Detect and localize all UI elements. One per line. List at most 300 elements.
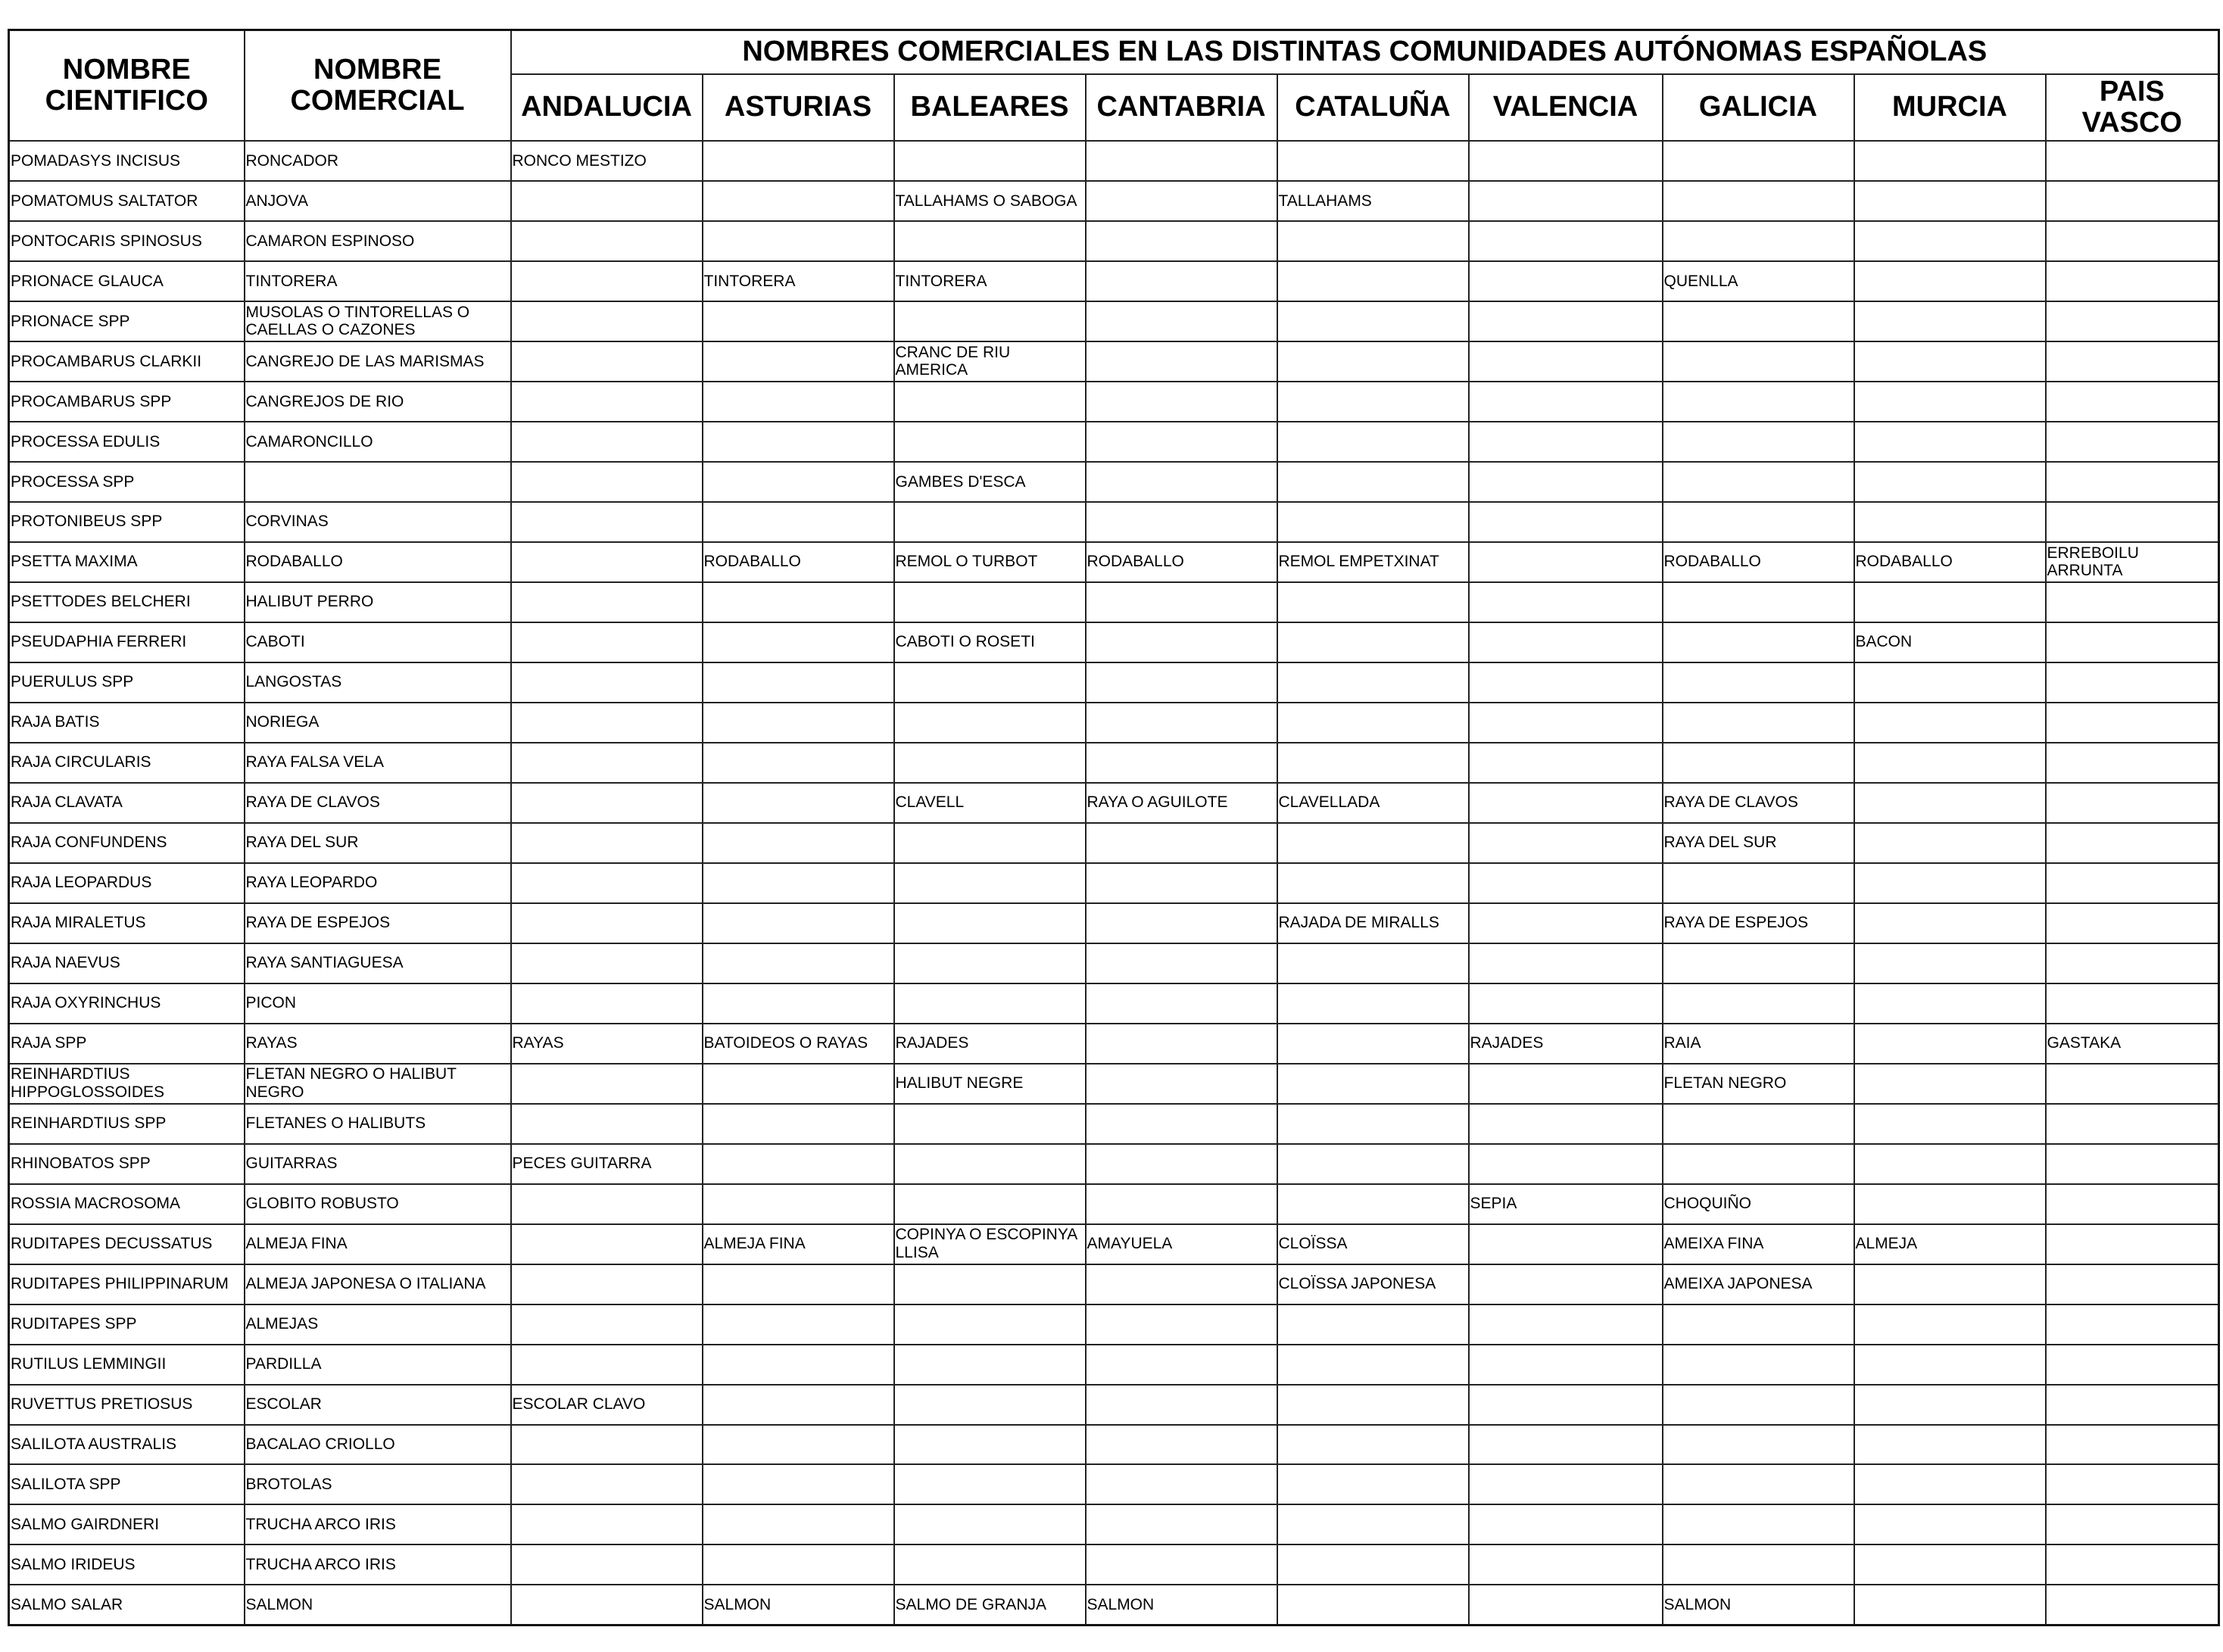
cell-galicia: RAYA DEL SUR — [1663, 823, 1854, 863]
cell-asturias — [703, 903, 894, 943]
cell-cataluna — [1277, 1304, 1469, 1345]
cell-baleares — [894, 1304, 1086, 1345]
cell-murcia — [1854, 1024, 2046, 1064]
header-region-pais-vasco: PAIS VASCO — [2046, 74, 2219, 141]
cell-valencia — [1469, 221, 1663, 261]
cell-commercial-name: RAYA DEL SUR — [245, 823, 511, 863]
cell-galicia: RAYA DE ESPEJOS — [1663, 903, 1854, 943]
cell-cataluna — [1277, 1504, 1469, 1544]
cell-cantabria — [1086, 1304, 1277, 1345]
cell-valencia — [1469, 1504, 1663, 1544]
cell-scientific-name: PROCAMBARUS SPP — [9, 382, 245, 422]
cell-pais-vasco — [2046, 983, 2219, 1024]
cell-asturias — [703, 823, 894, 863]
table-row — [9, 1224, 2219, 1264]
header-region-cataluna: CATALUÑA — [1277, 74, 1469, 141]
table-row — [9, 181, 2219, 221]
cell-galicia — [1663, 341, 1854, 382]
cell-commercial-name: CORVINAS — [245, 502, 511, 542]
table-row — [9, 783, 2219, 823]
cell-galicia — [1663, 943, 1854, 983]
cell-scientific-name: PSETTA MAXIMA — [9, 542, 245, 582]
cell-pais-vasco — [2046, 582, 2219, 622]
cell-cantabria — [1086, 703, 1277, 743]
cell-commercial-name: PICON — [245, 983, 511, 1024]
table-row — [9, 1385, 2219, 1425]
cell-andalucia — [511, 1224, 703, 1264]
cell-valencia: SEPIA — [1469, 1184, 1663, 1224]
cell-andalucia: RONCO MESTIZO — [511, 141, 703, 181]
cell-asturias — [703, 422, 894, 462]
cell-scientific-name: REINHARDTIUS SPP — [9, 1104, 245, 1144]
cell-valencia — [1469, 703, 1663, 743]
cell-baleares — [894, 1144, 1086, 1184]
table-row — [9, 1144, 2219, 1184]
cell-pais-vasco — [2046, 1304, 2219, 1345]
cell-andalucia — [511, 703, 703, 743]
table-row — [9, 301, 2219, 341]
cell-pais-vasco — [2046, 703, 2219, 743]
table-row — [9, 382, 2219, 422]
cell-cantabria — [1086, 1024, 1277, 1064]
cell-commercial-name: HALIBUT PERRO — [245, 582, 511, 622]
cell-cataluna: CLOÏSSA JAPONESA — [1277, 1264, 1469, 1304]
cell-commercial-name: BROTOLAS — [245, 1464, 511, 1504]
cell-pais-vasco — [2046, 863, 2219, 903]
cell-asturias — [703, 1184, 894, 1224]
cell-galicia: SALMON — [1663, 1585, 1854, 1625]
cell-cataluna — [1277, 823, 1469, 863]
cell-cataluna — [1277, 1184, 1469, 1224]
table-row — [9, 1504, 2219, 1544]
cell-scientific-name: ROSSIA MACROSOMA — [9, 1184, 245, 1224]
cell-cataluna — [1277, 1345, 1469, 1385]
cell-murcia — [1854, 422, 2046, 462]
cell-pais-vasco — [2046, 1385, 2219, 1425]
cell-valencia — [1469, 863, 1663, 903]
cell-commercial-name: TINTORERA — [245, 261, 511, 301]
cell-cataluna — [1277, 341, 1469, 382]
cell-andalucia — [511, 943, 703, 983]
cell-scientific-name: PROCESSA EDULIS — [9, 422, 245, 462]
cell-galicia — [1663, 1345, 1854, 1385]
cell-galicia — [1663, 983, 1854, 1024]
cell-cataluna — [1277, 1144, 1469, 1184]
cell-scientific-name: SALMO GAIRDNERI — [9, 1504, 245, 1544]
cell-cantabria — [1086, 1104, 1277, 1144]
cell-andalucia — [511, 1425, 703, 1465]
cell-baleares — [894, 1464, 1086, 1504]
cell-valencia — [1469, 301, 1663, 341]
cell-valencia — [1469, 943, 1663, 983]
cell-valencia — [1469, 1104, 1663, 1144]
cell-murcia — [1854, 1304, 2046, 1345]
cell-asturias — [703, 1504, 894, 1544]
cell-pais-vasco — [2046, 783, 2219, 823]
cell-asturias — [703, 221, 894, 261]
cell-scientific-name: SALMO SALAR — [9, 1585, 245, 1625]
cell-valencia — [1469, 582, 1663, 622]
cell-pais-vasco — [2046, 462, 2219, 502]
cell-cantabria — [1086, 1425, 1277, 1465]
cell-pais-vasco — [2046, 261, 2219, 301]
cell-valencia — [1469, 1224, 1663, 1264]
cell-asturias — [703, 582, 894, 622]
cell-murcia — [1854, 462, 2046, 502]
cell-scientific-name: RAJA CLAVATA — [9, 783, 245, 823]
cell-valencia — [1469, 1304, 1663, 1345]
cell-scientific-name: RAJA BATIS — [9, 703, 245, 743]
cell-murcia — [1854, 823, 2046, 863]
cell-baleares — [894, 1504, 1086, 1544]
header-region-murcia: MURCIA — [1854, 74, 2046, 141]
cell-andalucia — [511, 1104, 703, 1144]
cell-pais-vasco — [2046, 903, 2219, 943]
cell-galicia — [1663, 863, 1854, 903]
header-commercial-name: NOMBRE COMERCIAL — [245, 30, 511, 142]
table-row — [9, 341, 2219, 382]
cell-commercial-name: ALMEJAS — [245, 1304, 511, 1345]
cell-commercial-name — [245, 462, 511, 502]
cell-asturias: ALMEJA FINA — [703, 1224, 894, 1264]
cell-cataluna: TALLAHAMS — [1277, 181, 1469, 221]
cell-valencia — [1469, 502, 1663, 542]
cell-valencia — [1469, 783, 1663, 823]
cell-andalucia — [511, 983, 703, 1024]
cell-murcia — [1854, 1184, 2046, 1224]
cell-pais-vasco — [2046, 221, 2219, 261]
cell-commercial-name: ANJOVA — [245, 181, 511, 221]
cell-cantabria — [1086, 943, 1277, 983]
cell-andalucia — [511, 341, 703, 382]
table-row — [9, 823, 2219, 863]
cell-scientific-name: PROCESSA SPP — [9, 462, 245, 502]
cell-scientific-name: RHINOBATOS SPP — [9, 1144, 245, 1184]
table-row — [9, 1184, 2219, 1224]
cell-baleares: COPINYA O ESCOPINYA LLISA — [894, 1224, 1086, 1264]
cell-andalucia — [511, 181, 703, 221]
cell-murcia — [1854, 863, 2046, 903]
cell-baleares: CRANC DE RIU AMERICA — [894, 341, 1086, 382]
cell-murcia — [1854, 1144, 2046, 1184]
cell-asturias — [703, 662, 894, 703]
cell-murcia — [1854, 1425, 2046, 1465]
cell-andalucia — [511, 301, 703, 341]
cell-murcia — [1854, 703, 2046, 743]
table-row — [9, 582, 2219, 622]
cell-asturias — [703, 1064, 894, 1104]
cell-cantabria — [1086, 1144, 1277, 1184]
header-region-asturias: ASTURIAS — [703, 74, 894, 141]
cell-murcia — [1854, 983, 2046, 1024]
cell-galicia: RAYA DE CLAVOS — [1663, 783, 1854, 823]
cell-valencia: RAJADES — [1469, 1024, 1663, 1064]
cell-baleares — [894, 1264, 1086, 1304]
cell-baleares — [894, 1544, 1086, 1585]
cell-andalucia — [511, 903, 703, 943]
cell-scientific-name: RUDITAPES DECUSSATUS — [9, 1224, 245, 1264]
cell-baleares — [894, 1345, 1086, 1385]
cell-baleares: TALLAHAMS O SABOGA — [894, 181, 1086, 221]
cell-galicia — [1663, 1104, 1854, 1144]
cell-pais-vasco — [2046, 1064, 2219, 1104]
cell-andalucia — [511, 1345, 703, 1385]
cell-commercial-name: NORIEGA — [245, 703, 511, 743]
cell-scientific-name: RUDITAPES PHILIPPINARUM — [9, 1264, 245, 1304]
cell-cataluna — [1277, 261, 1469, 301]
cell-galicia: QUENLLA — [1663, 261, 1854, 301]
cell-baleares — [894, 903, 1086, 943]
header-region-andalucia: ANDALUCIA — [511, 74, 703, 141]
cell-commercial-name: LANGOSTAS — [245, 662, 511, 703]
cell-cataluna — [1277, 582, 1469, 622]
cell-valencia — [1469, 743, 1663, 783]
cell-galicia: AMEIXA JAPONESA — [1663, 1264, 1854, 1304]
cell-cantabria — [1086, 261, 1277, 301]
header-region-galicia: GALICIA — [1663, 74, 1854, 141]
cell-asturias — [703, 743, 894, 783]
cell-cataluna: CLAVELLADA — [1277, 783, 1469, 823]
cell-asturias: RODABALLO — [703, 542, 894, 582]
cell-valencia — [1469, 1264, 1663, 1304]
cell-baleares — [894, 823, 1086, 863]
cell-pais-vasco — [2046, 662, 2219, 703]
table-row — [9, 1304, 2219, 1345]
cell-cantabria — [1086, 983, 1277, 1024]
cell-cantabria — [1086, 181, 1277, 221]
header-row-top — [9, 30, 2219, 75]
table-row — [9, 261, 2219, 301]
table-row — [9, 1425, 2219, 1465]
cell-murcia: RODABALLO — [1854, 542, 2046, 582]
cell-valencia — [1469, 181, 1663, 221]
cell-murcia — [1854, 502, 2046, 542]
cell-asturias — [703, 141, 894, 181]
cell-cataluna — [1277, 422, 1469, 462]
cell-baleares — [894, 382, 1086, 422]
cell-valencia — [1469, 823, 1663, 863]
cell-valencia — [1469, 903, 1663, 943]
cell-scientific-name: RAJA NAEVUS — [9, 943, 245, 983]
cell-cataluna — [1277, 1064, 1469, 1104]
cell-galicia — [1663, 221, 1854, 261]
cell-commercial-name: FLETANES O HALIBUTS — [245, 1104, 511, 1144]
cell-pais-vasco — [2046, 181, 2219, 221]
cell-murcia — [1854, 943, 2046, 983]
table-row — [9, 141, 2219, 181]
table-row — [9, 943, 2219, 983]
cell-asturias: TINTORERA — [703, 261, 894, 301]
cell-valencia — [1469, 1464, 1663, 1504]
cell-cantabria — [1086, 662, 1277, 703]
cell-cantabria — [1086, 622, 1277, 662]
cell-murcia — [1854, 903, 2046, 943]
cell-scientific-name: SALILOTA SPP — [9, 1464, 245, 1504]
table-row — [9, 422, 2219, 462]
cell-pais-vasco — [2046, 1504, 2219, 1544]
cell-andalucia — [511, 261, 703, 301]
cell-cantabria — [1086, 382, 1277, 422]
cell-galicia — [1663, 743, 1854, 783]
header-region-baleares: BALEARES — [894, 74, 1086, 141]
cell-pais-vasco — [2046, 141, 2219, 181]
cell-scientific-name: PRIONACE SPP — [9, 301, 245, 341]
cell-asturias — [703, 983, 894, 1024]
cell-scientific-name: RUTILUS LEMMINGII — [9, 1345, 245, 1385]
cell-murcia — [1854, 1385, 2046, 1425]
cell-andalucia: PECES GUITARRA — [511, 1144, 703, 1184]
cell-commercial-name: CANGREJO DE LAS MARISMAS — [245, 341, 511, 382]
cell-baleares: GAMBES D'ESCA — [894, 462, 1086, 502]
cell-galicia — [1663, 382, 1854, 422]
table-row — [9, 1464, 2219, 1504]
cell-cantabria — [1086, 863, 1277, 903]
cell-scientific-name: PUERULUS SPP — [9, 662, 245, 703]
cell-cataluna — [1277, 743, 1469, 783]
cell-scientific-name: RAJA CIRCULARIS — [9, 743, 245, 783]
table-row — [9, 903, 2219, 943]
table-row — [9, 1585, 2219, 1625]
table-row — [9, 703, 2219, 743]
cell-baleares — [894, 983, 1086, 1024]
cell-commercial-name: ALMEJA FINA — [245, 1224, 511, 1264]
cell-galicia — [1663, 1385, 1854, 1425]
cell-andalucia — [511, 1064, 703, 1104]
cell-scientific-name: RUDITAPES SPP — [9, 1304, 245, 1345]
cell-murcia — [1854, 1464, 2046, 1504]
table-row — [9, 542, 2219, 582]
cell-scientific-name: SALILOTA AUSTRALIS — [9, 1425, 245, 1465]
cell-galicia — [1663, 462, 1854, 502]
header-regional-names: NOMBRES COMERCIALES EN LAS DISTINTAS COMUNIDADES AUTÓNOMAS ESPAÑOLAS — [511, 30, 2219, 75]
cell-cataluna — [1277, 703, 1469, 743]
cell-galicia — [1663, 582, 1854, 622]
cell-baleares — [894, 422, 1086, 462]
cell-cantabria — [1086, 582, 1277, 622]
cell-cataluna — [1277, 141, 1469, 181]
cell-cantabria: SALMON — [1086, 1585, 1277, 1625]
cell-murcia — [1854, 662, 2046, 703]
cell-cantabria — [1086, 221, 1277, 261]
cell-valencia — [1469, 1385, 1663, 1425]
cell-andalucia — [511, 422, 703, 462]
table-row — [9, 1544, 2219, 1585]
cell-scientific-name: PROCAMBARUS CLARKII — [9, 341, 245, 382]
cell-murcia — [1854, 1064, 2046, 1104]
cell-andalucia — [511, 582, 703, 622]
cell-cataluna: CLOÏSSA — [1277, 1224, 1469, 1264]
cell-cantabria — [1086, 1184, 1277, 1224]
cell-galicia: RODABALLO — [1663, 542, 1854, 582]
cell-commercial-name: RAYA LEOPARDO — [245, 863, 511, 903]
cell-cantabria — [1086, 1464, 1277, 1504]
header-scientific-name: NOMBRE CIENTIFICO — [9, 30, 245, 142]
cell-murcia — [1854, 1345, 2046, 1385]
cell-cataluna: REMOL EMPETXINAT — [1277, 542, 1469, 582]
cell-cantabria — [1086, 141, 1277, 181]
cell-andalucia — [511, 382, 703, 422]
cell-murcia — [1854, 382, 2046, 422]
cell-valencia — [1469, 542, 1663, 582]
cell-andalucia — [511, 221, 703, 261]
header-region-cantabria: CANTABRIA — [1086, 74, 1277, 141]
cell-baleares: CABOTI O ROSETI — [894, 622, 1086, 662]
cell-cataluna — [1277, 1385, 1469, 1425]
cell-cantabria: RAYA O AGUILOTE — [1086, 783, 1277, 823]
cell-cataluna — [1277, 1104, 1469, 1144]
cell-galicia: AMEIXA FINA — [1663, 1224, 1854, 1264]
cell-valencia — [1469, 1544, 1663, 1585]
cell-cataluna — [1277, 943, 1469, 983]
header-region-valencia: VALENCIA — [1469, 74, 1663, 141]
cell-galicia — [1663, 662, 1854, 703]
table-row — [9, 863, 2219, 903]
cell-andalucia — [511, 1464, 703, 1504]
cell-commercial-name: PARDILLA — [245, 1345, 511, 1385]
cell-baleares — [894, 1184, 1086, 1224]
cell-commercial-name: RAYA FALSA VELA — [245, 743, 511, 783]
cell-murcia — [1854, 341, 2046, 382]
cell-asturias — [703, 382, 894, 422]
cell-baleares — [894, 943, 1086, 983]
cell-cataluna — [1277, 301, 1469, 341]
cell-valencia — [1469, 983, 1663, 1024]
cell-pais-vasco — [2046, 743, 2219, 783]
cell-baleares — [894, 1425, 1086, 1465]
cell-cataluna — [1277, 1544, 1469, 1585]
cell-cataluna — [1277, 662, 1469, 703]
cell-baleares — [894, 662, 1086, 703]
cell-cantabria — [1086, 1504, 1277, 1544]
cell-murcia — [1854, 1504, 2046, 1544]
table-row — [9, 1064, 2219, 1104]
cell-pais-vasco — [2046, 1224, 2219, 1264]
cell-valencia — [1469, 1585, 1663, 1625]
cell-baleares — [894, 863, 1086, 903]
cell-asturias — [703, 1385, 894, 1425]
cell-galicia — [1663, 301, 1854, 341]
cell-pais-vasco — [2046, 1425, 2219, 1465]
table-row — [9, 743, 2219, 783]
cell-valencia — [1469, 141, 1663, 181]
cell-scientific-name: PRIONACE GLAUCA — [9, 261, 245, 301]
cell-pais-vasco — [2046, 1104, 2219, 1144]
cell-galicia — [1663, 1504, 1854, 1544]
cell-pais-vasco — [2046, 943, 2219, 983]
cell-scientific-name: RAJA LEOPARDUS — [9, 863, 245, 903]
cell-galicia: RAIA — [1663, 1024, 1854, 1064]
cell-murcia: BACON — [1854, 622, 2046, 662]
cell-asturias — [703, 1144, 894, 1184]
cell-baleares: REMOL O TURBOT — [894, 542, 1086, 582]
cell-andalucia — [511, 542, 703, 582]
cell-asturias — [703, 783, 894, 823]
cell-pais-vasco — [2046, 1345, 2219, 1385]
cell-andalucia — [511, 1264, 703, 1304]
cell-galicia — [1663, 1304, 1854, 1345]
cell-galicia — [1663, 422, 1854, 462]
cell-murcia — [1854, 141, 2046, 181]
cell-scientific-name: PROTONIBEUS SPP — [9, 502, 245, 542]
cell-galicia — [1663, 502, 1854, 542]
cell-cantabria — [1086, 1264, 1277, 1304]
cell-scientific-name: PSEUDAPHIA FERRERI — [9, 622, 245, 662]
cell-scientific-name: POMADASYS INCISUS — [9, 141, 245, 181]
cell-baleares — [894, 502, 1086, 542]
cell-valencia — [1469, 1064, 1663, 1104]
cell-asturias — [703, 1464, 894, 1504]
cell-valencia — [1469, 662, 1663, 703]
